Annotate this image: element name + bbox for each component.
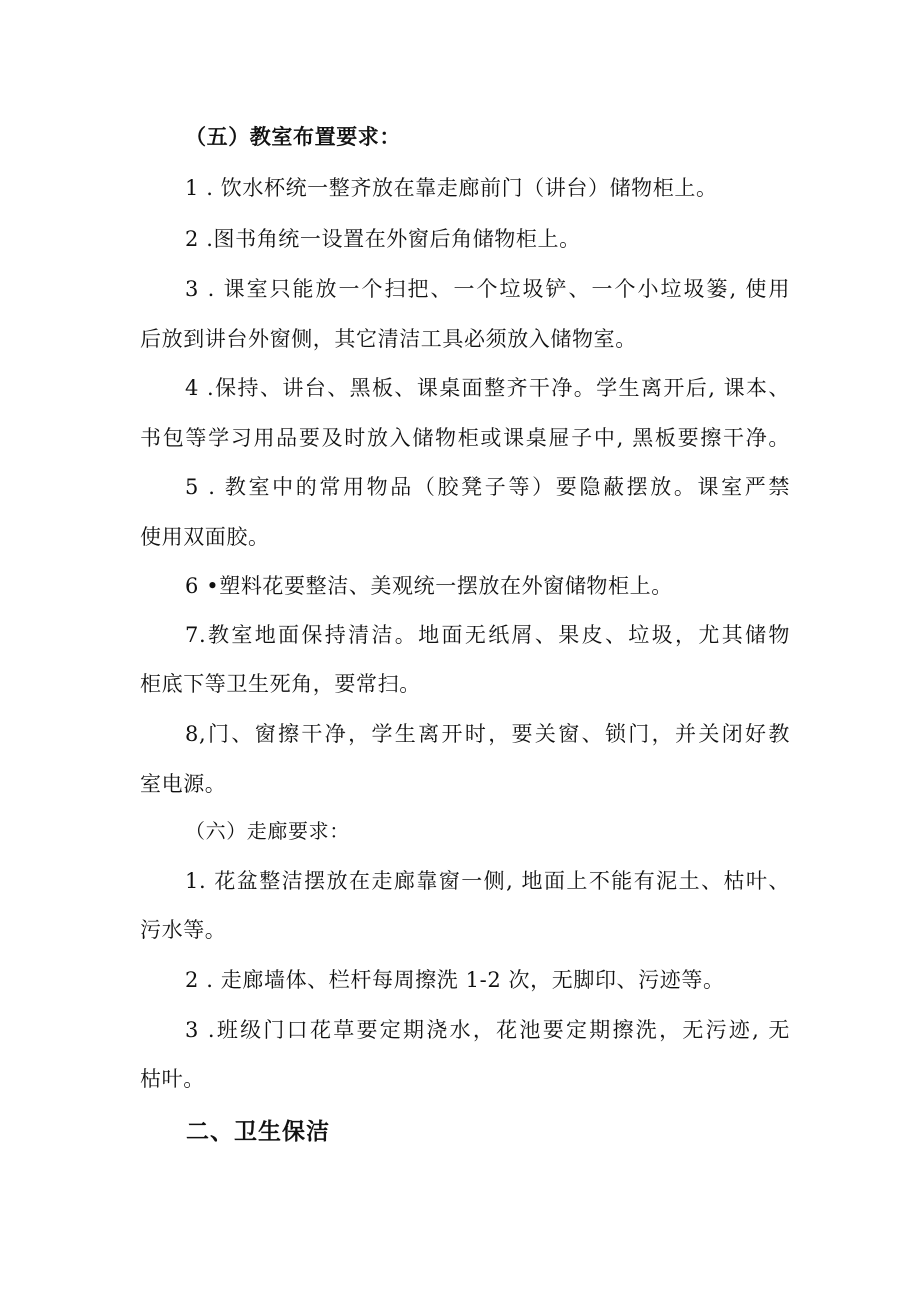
section-5-item-3-line-2: 后放到讲台外窗侧，其它清洁工具必须放入储物室。: [140, 327, 637, 351]
section-5-item-8-line-1: 8,门、窗擦干净，学生离开时，要关窗、锁门，并关闭好教: [185, 722, 790, 746]
section-6-item-1-line-2: 污水等。: [140, 918, 227, 942]
section-5-item-4-line-1: 4 .保持、讲台、黑板、课桌面整齐干净。学生离开后, 课本、: [185, 376, 790, 400]
section-6-item-3-line-2: 枯叶。: [140, 1067, 205, 1091]
section-5-item-5-line-2: 使用双面胶。: [140, 525, 270, 549]
part-2-heading: 二、卫生保洁: [186, 1119, 330, 1145]
section-6-heading: （六）走廊要求：: [185, 819, 350, 843]
section-5-item-1: 1 . 饮水杯统一整齐放在靠走廊前门（讲台）储物柜上。: [185, 176, 718, 200]
section-5-item-6: 6 •塑料花要整洁、美观统一摆放在外窗储物柜上。: [185, 574, 673, 598]
section-5-item-7-line-2: 柜底下等卫生死角，要常扫。: [140, 672, 421, 696]
section-5-heading: （五）教室布置要求：: [185, 124, 401, 149]
section-5-item-5-line-1: 5 . 教室中的常用物品（胶凳子等）要隐蔽摆放。课室严禁: [185, 475, 790, 499]
section-6-item-2: 2 . 走廊墙体、栏杆每周擦洗 1-2 次，无脚印、污迹等。: [185, 968, 725, 992]
section-5-item-8-line-2: 室电源。: [140, 772, 227, 796]
section-5-item-4-line-2: 书包等学习用品要及时放入储物柜或课桌屉子中, 黑板要擦干净。: [140, 426, 790, 450]
section-6-item-1-line-1: 1. 花盆整洁摆放在走廊靠窗一侧, 地面上不能有泥土、枯叶、: [185, 869, 790, 893]
section-5-item-2: 2 .图书角统一设置在外窗后角储物柜上。: [185, 227, 581, 251]
section-5-item-7-line-1: 7.教室地面保持清洁。地面无纸屑、果皮、垃圾，尤其储物: [185, 623, 790, 647]
section-6-item-3-line-1: 3 .班级门口花草要定期浇水，花池要定期擦洗，无污迹, 无: [185, 1018, 790, 1042]
section-5-item-3-line-1: 3 . 课室只能放一个扫把、一个垃圾铲、一个小垃圾篓, 使用: [185, 277, 790, 301]
